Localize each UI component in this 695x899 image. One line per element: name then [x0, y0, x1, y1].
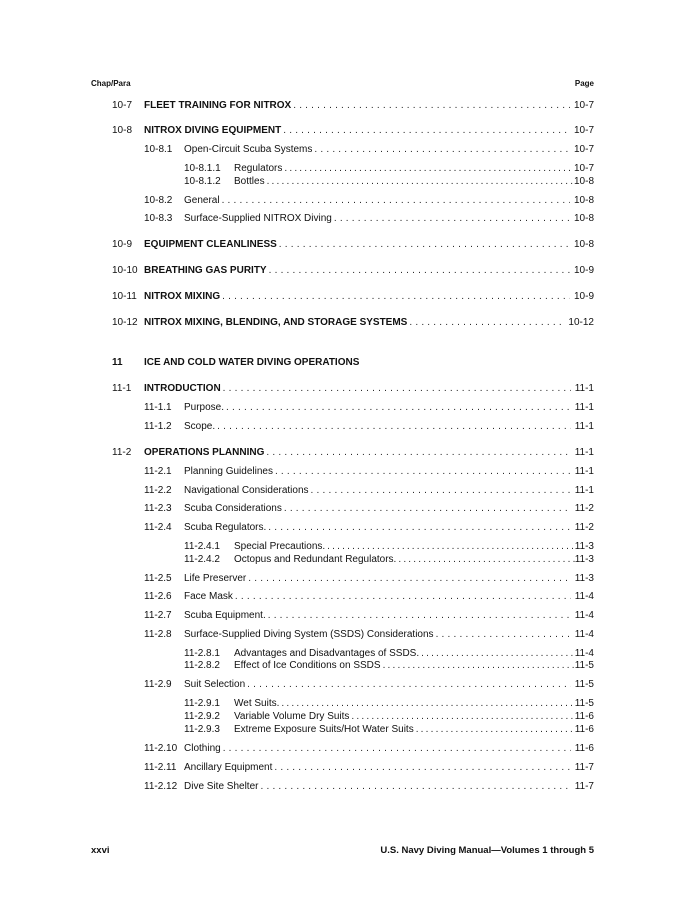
entry-number: 11-2.11 [144, 762, 177, 773]
entry-page: 10-12 [568, 317, 594, 328]
entry-title: INTRODUCTION [144, 383, 221, 394]
entry-number: 10-8 [112, 125, 133, 136]
toc-entry [112, 291, 594, 303]
entry-title: Suit Selection [184, 679, 246, 690]
entry-title: Scuba Equipment. [184, 610, 266, 621]
entry-title: Navigational Considerations [184, 485, 309, 496]
column-header-chap-para: Chap/Para [91, 79, 131, 88]
entry-title: EQUIPMENT CLEANLINESS [144, 239, 277, 250]
entry-page: 11-7 [574, 762, 594, 773]
entry-number: 11-2 [112, 447, 132, 458]
entry-title: FLEET TRAINING FOR NITROX [144, 100, 292, 111]
entry-page: 11-2 [574, 522, 594, 533]
entry-page: 11-1 [574, 466, 594, 477]
dot-leader [284, 503, 571, 515]
toc-entry [112, 265, 594, 277]
dot-leader [268, 610, 571, 622]
dot-leader [274, 762, 570, 774]
dot-leader [284, 163, 574, 175]
column-header-page: Page [574, 79, 594, 88]
dot-leader [248, 573, 570, 585]
entry-number: 11-2.9.1 [184, 698, 220, 709]
entry-number: 11-2.9.2 [184, 711, 220, 722]
entry-page: 10-9 [573, 291, 594, 302]
entry-page: 10-7 [573, 100, 594, 111]
entry-number: 11-2.2 [144, 485, 172, 496]
entry-number: 11-2.7 [144, 610, 172, 621]
dot-leader [311, 485, 571, 497]
entry-number: 10-8.1.1 [184, 163, 221, 174]
entry-page: 11-5 [574, 660, 594, 671]
toc-entry [184, 711, 594, 723]
toc-entry [144, 522, 594, 534]
entry-title: Dive Site Shelter [184, 781, 259, 792]
entry-title: Face Mask [184, 591, 233, 602]
toc-entry [144, 781, 594, 793]
dot-leader [436, 629, 571, 641]
entry-number: 11-2.5 [144, 573, 172, 584]
toc-entry [112, 125, 594, 137]
entry-number: 11-2.10 [144, 743, 178, 754]
dot-leader [416, 724, 575, 736]
dot-leader [314, 144, 570, 156]
entry-number: 11-2.6 [144, 591, 172, 602]
entry-page: 11-1 [574, 447, 594, 458]
entry-title: Variable Volume Dry Suits [234, 711, 350, 722]
toc-entry [144, 629, 594, 641]
dot-leader [383, 660, 575, 672]
entry-page: 11-3 [574, 541, 594, 552]
dot-leader [281, 698, 574, 710]
entry-number: 10-8.1.2 [184, 176, 221, 187]
entry-number: 10-7 [112, 100, 133, 111]
dot-leader [351, 711, 574, 723]
entry-number: 11-2.8.1 [184, 648, 220, 659]
dot-leader [268, 522, 570, 534]
entry-title: Scuba Regulators. [184, 522, 267, 533]
dot-leader [217, 421, 571, 433]
dot-leader [266, 447, 570, 459]
toc-entry [144, 466, 594, 478]
dot-leader [226, 402, 571, 414]
entry-title: Ancillary Equipment [184, 762, 273, 773]
entry-title: Effect of Ice Conditions on SSDS [234, 660, 381, 671]
toc-entry [144, 762, 594, 774]
entry-page: 11-4 [574, 648, 594, 659]
entry-page: 11-4 [574, 629, 594, 640]
dot-leader [279, 239, 570, 251]
toc-entry [184, 554, 594, 566]
chapter-number: 11 [112, 357, 123, 368]
toc-entry [112, 239, 594, 251]
dot-leader [223, 383, 571, 395]
entry-number: 11-1 [112, 383, 132, 394]
dot-leader [327, 541, 575, 553]
toc-entry [184, 176, 594, 188]
entry-number: 11-2.8 [144, 629, 172, 640]
entry-title: NITROX DIVING EQUIPMENT [144, 125, 282, 136]
entry-page: 11-5 [574, 679, 594, 690]
toc-entry [144, 195, 594, 207]
entry-title: Special Precautions. [234, 541, 326, 552]
entry-title: Planning Guidelines [184, 466, 273, 477]
entry-page: 10-7 [573, 125, 594, 136]
entry-page: 11-6 [574, 724, 594, 735]
toc-entry [184, 541, 594, 553]
entry-page: 10-7 [573, 144, 594, 155]
entry-number: 10-8.1 [144, 144, 173, 155]
entry-title: Bottles [234, 176, 265, 187]
entry-number: 10-9 [112, 239, 133, 250]
toc-entry [112, 383, 594, 395]
chapter-title: ICE AND COLD WATER DIVING OPERATIONS [144, 357, 360, 368]
entry-number: 11-1.1 [144, 402, 172, 413]
dot-leader [235, 591, 571, 603]
entry-number: 11-2.8.2 [184, 660, 220, 671]
entry-page: 10-8 [573, 176, 594, 187]
entry-page: 11-1 [574, 383, 594, 394]
entry-number: 11-1.2 [144, 421, 172, 432]
toc-entry [144, 743, 594, 755]
dot-leader [269, 265, 570, 277]
toc-entry [112, 317, 594, 329]
toc-entry [144, 213, 594, 225]
entry-title: Advantages and Disadvantages of SSDS. [234, 648, 420, 659]
entry-title: Octopus and Redundant Regulators. [234, 554, 397, 565]
entry-page: 11-1 [574, 485, 594, 496]
dot-leader [275, 466, 571, 478]
entry-number: 11-2.4.2 [184, 554, 220, 565]
dot-leader [267, 176, 574, 188]
entry-number: 11-2.3 [144, 503, 172, 514]
entry-number: 11-2.1 [144, 466, 172, 477]
entry-page: 10-8 [573, 239, 594, 250]
entry-title: Regulators [234, 163, 283, 174]
entry-number: 10-10 [112, 265, 138, 276]
entry-page: 11-6 [574, 743, 594, 754]
entry-page: 11-1 [574, 402, 594, 413]
chapter-heading [112, 357, 359, 368]
entry-page: 11-4 [574, 591, 594, 602]
entry-page: 11-7 [574, 781, 594, 792]
entry-page: 11-3 [574, 554, 594, 565]
entry-page: 10-8 [573, 213, 594, 224]
toc-entry [184, 163, 594, 175]
entry-page: 11-3 [574, 573, 594, 584]
entry-title: NITROX MIXING [144, 291, 221, 302]
entry-title: Extreme Exposure Suits/Hot Water Suits [234, 724, 414, 735]
entry-number: 10-8.3 [144, 213, 173, 224]
toc-entry [144, 573, 594, 585]
entry-title: Scope. [184, 421, 216, 432]
toc-entry [144, 679, 594, 691]
entry-title: Open-Circuit Scuba Systems [184, 144, 313, 155]
entry-number: 10-11 [112, 291, 137, 302]
toc-entry [184, 648, 594, 660]
dot-leader [260, 781, 570, 793]
dot-leader [247, 679, 571, 691]
toc-entry [144, 591, 594, 603]
dot-leader [222, 291, 570, 303]
entry-title: Scuba Considerations [184, 503, 282, 514]
entry-number: 11-2.12 [144, 781, 178, 792]
manual-title: U.S. Navy Diving Manual—Volumes 1 through 5 [380, 845, 594, 856]
entry-page: 10-8 [573, 195, 594, 206]
dot-leader [398, 554, 574, 566]
toc-entry [112, 100, 594, 112]
entry-number: 11-2.9 [144, 679, 172, 690]
toc-entry [184, 660, 594, 672]
toc-entry [184, 698, 594, 710]
toc-entry [144, 402, 594, 414]
dot-leader [293, 100, 570, 112]
toc-entry [144, 485, 594, 497]
entry-page: 10-9 [573, 265, 594, 276]
dot-leader [334, 213, 570, 225]
toc-entry [144, 610, 594, 622]
entry-title: Surface-Supplied Diving System (SSDS) Considerations [184, 629, 434, 640]
entry-number: 11-2.9.3 [184, 724, 220, 735]
dot-leader [222, 195, 570, 207]
entry-title: OPERATIONS PLANNING [144, 447, 265, 458]
entry-title: Clothing [184, 743, 221, 754]
entry-title: NITROX MIXING, BLENDING, AND STORAGE SYSTEMS [144, 317, 408, 328]
entry-page: 10-7 [573, 163, 594, 174]
entry-number: 10-12 [112, 317, 138, 328]
entry-title: General [184, 195, 220, 206]
entry-page: 11-1 [574, 421, 594, 432]
entry-title: Surface-Supplied NITROX Diving [184, 213, 332, 224]
entry-title: Life Preserver [184, 573, 247, 584]
entry-page: 11-2 [574, 503, 594, 514]
entry-page: 11-6 [574, 711, 594, 722]
page-number: xxvi [91, 845, 110, 856]
entry-title: Wet Suits. [234, 698, 280, 709]
entry-number: 11-2.4.1 [184, 541, 220, 552]
entry-page: 11-4 [574, 610, 594, 621]
entry-page: 11-5 [574, 698, 594, 709]
toc-entry [144, 503, 594, 515]
toc-entry [144, 421, 594, 433]
dot-leader [421, 648, 575, 660]
entry-title: BREATHING GAS PURITY [144, 265, 267, 276]
entry-number: 11-2.4 [144, 522, 172, 533]
toc-entry [184, 724, 594, 736]
toc-entry [112, 447, 594, 459]
dot-leader [283, 125, 570, 137]
dot-leader [223, 743, 571, 755]
entry-title: Purpose. [184, 402, 225, 413]
toc-entry [144, 144, 594, 156]
entry-number: 10-8.2 [144, 195, 173, 206]
dot-leader [409, 317, 564, 329]
